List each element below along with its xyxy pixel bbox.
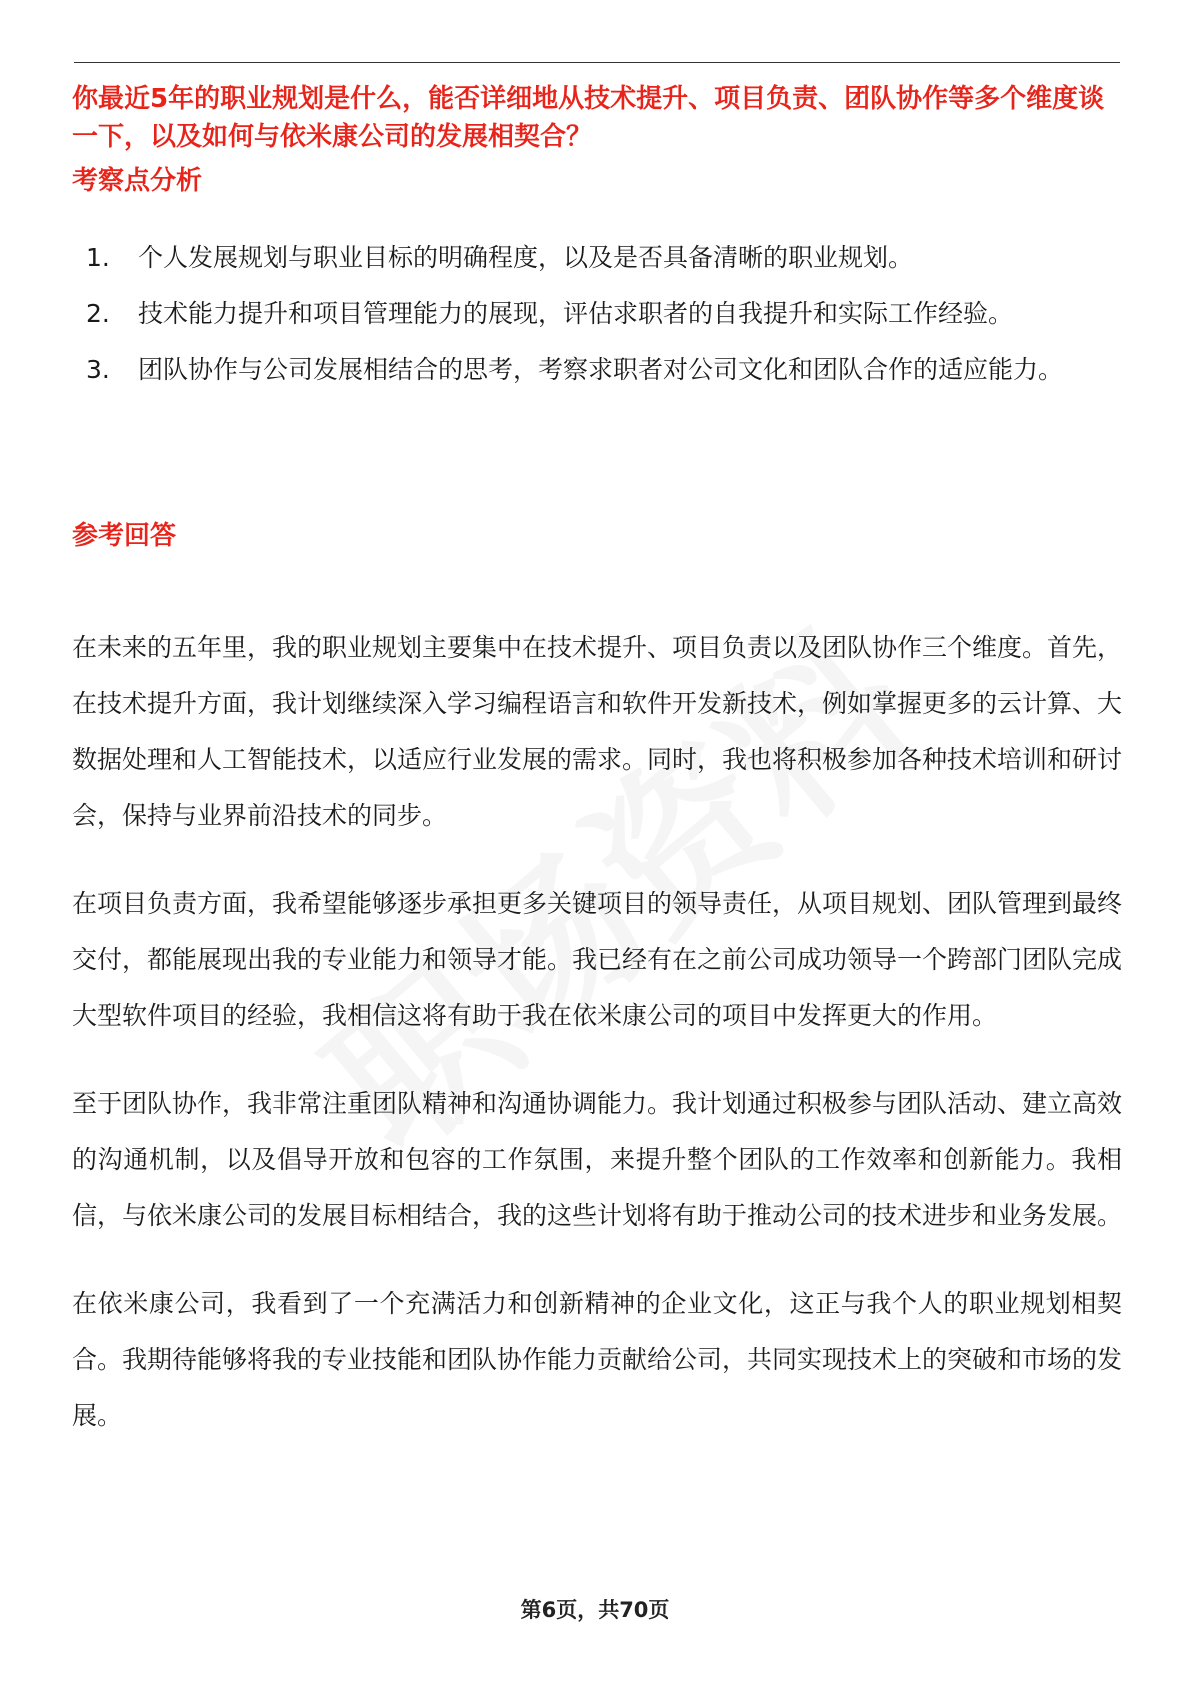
answer-paragraph: 在项目负责方面，我希望能够逐步承担更多关键项目的领导责任，从项目规划、团队管理到最终交付，都能展现出我的专业能力和领导才能。我已经有在之前公司成功领导一个跨部门团队完成大型软件项目的经验，我相信这将有助于我在依米康公司的项目中发挥更大的作用。 [72,889,1123,1030]
point-number: 3. [86,355,110,384]
point-number: 1. [86,243,110,272]
top-rule [74,62,1120,63]
answer-paragraph: 至于团队协作，我非常注重团队精神和沟通协调能力。我计划通过积极参与团队活动、建立高效的沟通机制，以及倡导开放和包容的工作氛围，来提升整个团队的工作效率和创新能力。我相信，与依米康公司的发展目标相结合，我的这些计划将有助于推动公司的技术进步和业务发展。 [72,1089,1123,1230]
point-text: 技术能力提升和项目管理能力的展现，评估求职者的自我提升和实际工作经验。 [138,299,1014,328]
analysis-heading: 考察点分析 [72,166,203,196]
question-heading: 你最近5年的职业规划是什么，能否详细地从技术提升、项目负责、团队协作等多个维度谈一下，以及如何与依米康公司的发展相契合？ [72,84,1105,152]
point-text: 团队协作与公司发展相结合的思考，考察求职者对公司文化和团队合作的适应能力。 [138,355,1064,384]
point-number: 2. [86,299,110,328]
analysis-point [72,342,1122,398]
point-text: 个人发展规划与职业目标的明确程度，以及是否具备清晰的职业规划。 [138,243,914,272]
answer-body [72,620,1122,1476]
analysis-points [72,230,1122,398]
answer-paragraph: 在未来的五年里，我的职业规划主要集中在技术提升、项目负责以及团队协作三个维度。首先，在技术提升方面，我计划继续深入学习编程语言和软件开发新技术，例如掌握更多的云计算、大数据处理和人工智能技术，以适应行业发展的需求。同时，我也将积极参加各种技术培训和研讨会，保持与业界前沿技术的同步。 [72,633,1123,830]
answer-heading: 参考回答 [72,521,177,551]
answer-paragraph: 在依米康公司，我看到了一个充满活力和创新精神的企业文化，这正与我个人的职业规划相契合。我期待能够将我的专业技能和团队协作能力贡献给公司，共同实现技术上的突破和市场的发展。 [72,1289,1123,1430]
analysis-point [72,230,1122,286]
page-footer: 第6页，共70页 [520,1598,670,1622]
analysis-point [72,286,1122,342]
